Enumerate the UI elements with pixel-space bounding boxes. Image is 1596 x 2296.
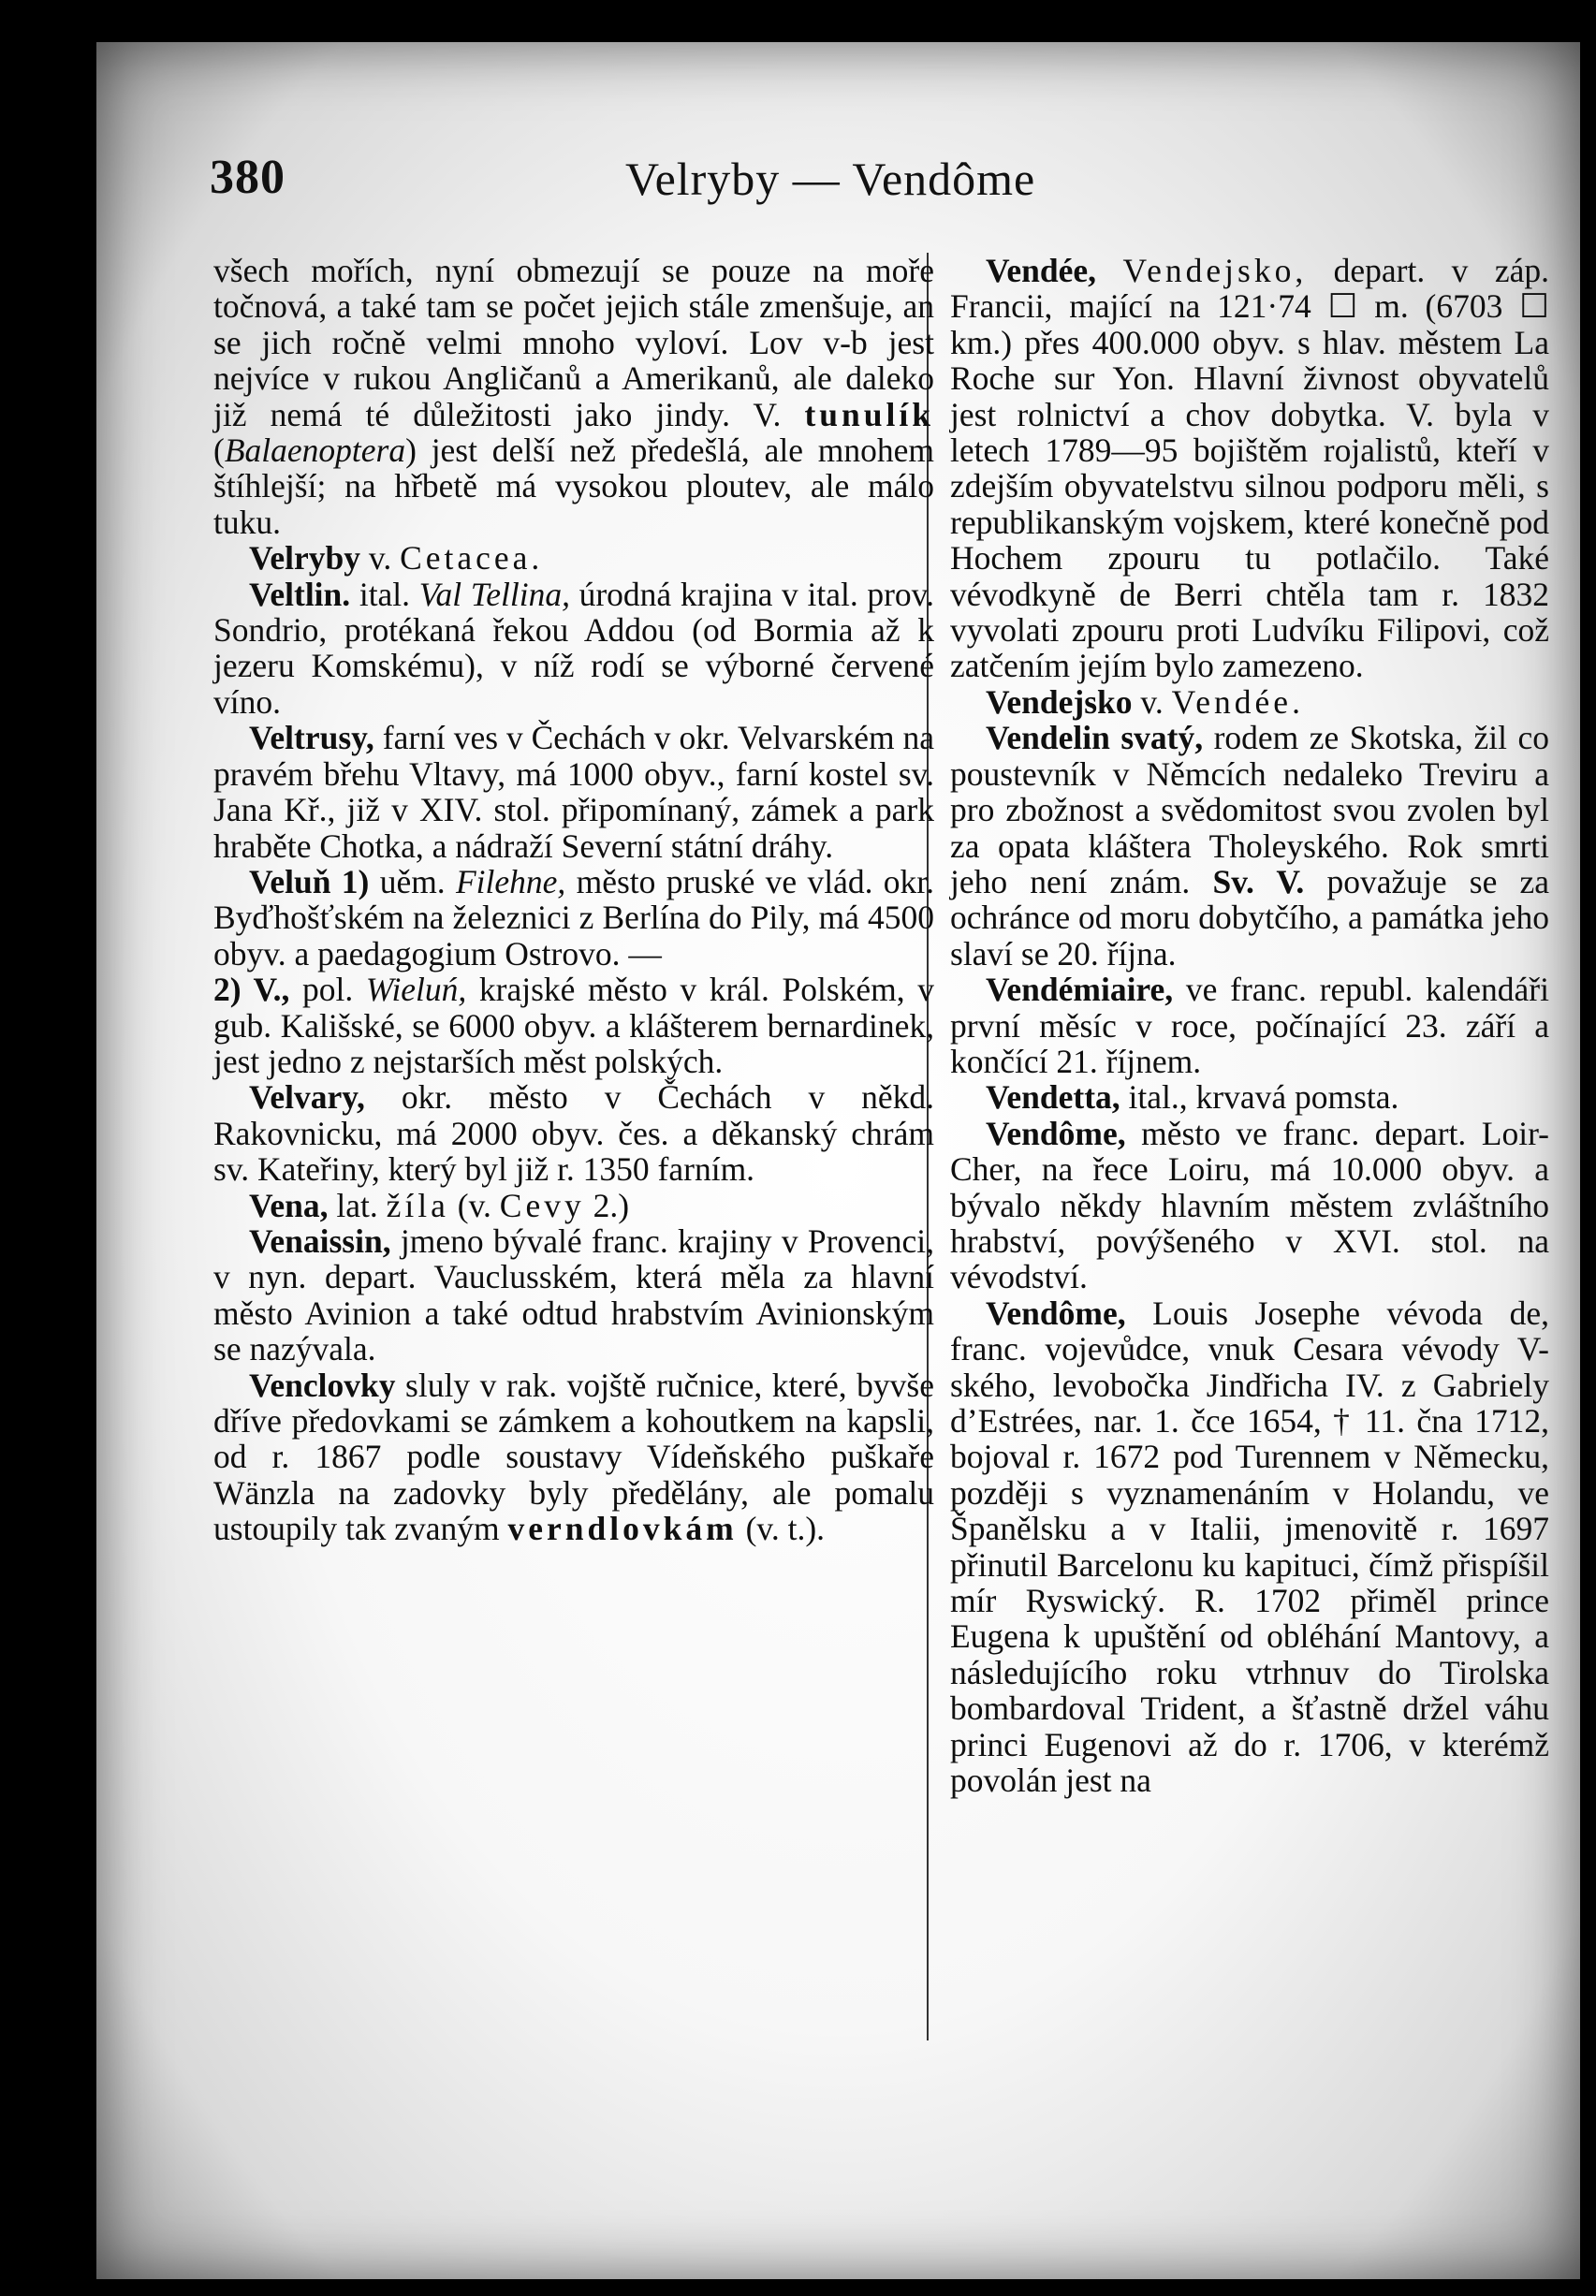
entry-headword: Velryby (249, 539, 360, 578)
entry-italic-term: Balaenoptera (224, 431, 406, 470)
entry-text: (v. t.). (745, 1510, 826, 1548)
entry-text: úrodná krajina v ital. prov. Sondrio, protékaná řekou Addou (od Bormia až k jezeru Komskému), v níž rodí se výborné červené víno. (213, 575, 934, 721)
entry-italic-term: Filehne, (456, 862, 566, 900)
entry-italic-term: Val Tellina, (418, 575, 570, 613)
entry-spaced-term: Cevy (499, 1186, 585, 1224)
entry-text: Louis Josephe vévoda de, franc. vojevůdce, vnuk Cesara vévody V-ského, levobočka Jindřicha IV. z Gabriely d’Estrées, nar. 1. čce 1654, † 11. čna 1712, bojoval r. 1672 pod Turennem v Německu, později s vyznamenáním v Holandu, ve Španělsku a v Italii, jmenovitě r. 1697 přinutil Barcelonu ku kapituci, čímž přispíšil mír Ryswický. R. 1702 přiměl prince Eugena k upuštění od obléhání Mantovy, a následujícího roku vtrhnuv do Tirolska bombardoval Trident, a šťastně držel váhu princi Eugenovi až do r. 1706, v kterémž povolán jest na (950, 1294, 1550, 1800)
entry-headword: Veluň 1) (249, 862, 370, 900)
running-head (96, 112, 1580, 205)
entry-venaissin (213, 1223, 934, 1367)
entry-spaced-term: žíla (386, 1186, 449, 1224)
entry-vendemiaire (950, 972, 1549, 1079)
entry-text: 2.) (593, 1186, 630, 1224)
entry-text: pol. (301, 971, 354, 1009)
entry-text: ital. (359, 575, 411, 613)
entry-veltrusy (213, 720, 934, 864)
entry-velvary (213, 1079, 934, 1187)
entry-text: depart. v záp. Francii, mající na 121·74 ☐ m. (6703 ☐ km.) přes 400.000 obyv. s hlav. městem La Roche sur Yon. Hlavní živnost obyvatelů jest rolnictví a chov dobytka. V. byla v letech 1789—95 bojištěm rojalistů, kteří v zdejším obyvatelstvu silnou podporu měli, s republikanským vojskem, které konečně pod Hochem zpouru tu potlačilo. Také vévodkyně de Berri chtěla tam r. 1832 vyvolati zpouru proti Ludvíku Filipovi, což zatčením jejím bylo zamezeno. (950, 252, 1550, 685)
entry-spaced-term: Vendejsko, (1122, 252, 1308, 289)
entry-vendelin (950, 720, 1549, 972)
entry-headword: Veltlin. (249, 575, 351, 613)
entry-headword: Velvary, (249, 1078, 365, 1117)
entry-text: farní ves v Čechách v okr. Velvarském na pravém břehu Vltavy, má 1000 obyv., farní kostel sv. Jana Kř., již v XIV. stol. připomínaný, zámek a park hraběte Chotka, a nádraží Severní státní dráhy. (213, 719, 934, 865)
entry-vendetta (950, 1079, 1549, 1115)
entry-text: ve franc. republ. kalendáři první měsíc v roce, počínající 23. září a končící 21. říjnem. (950, 971, 1549, 1080)
entry-headword: Veltrusy, (249, 719, 374, 757)
entry-text: považuje se za ochránce od moru dobytčího, a památka jeho slaví se 20. října. (950, 862, 1549, 973)
entry-spaced-term: Vendée. (1171, 682, 1304, 721)
entry-velun-2 (213, 972, 934, 1079)
entry-spaced-term: tunulík (804, 395, 934, 433)
entry-headword: Vendôme, (986, 1294, 1126, 1332)
book-page (96, 42, 1580, 2279)
page-number: 380 (210, 151, 286, 204)
entry-headword: Vendejsko (986, 682, 1133, 721)
entry-headword: Venaissin, (249, 1221, 391, 1260)
entry-headword: 2) V., (213, 971, 290, 1009)
entry-text: všech mořích, nyní obmezují se pouze na moře točnová, a také tam se počet jejich stále zmenšuje, an se jich ročně velmi mnoho vyloví. Lov v-b jest nejvíce v rukou Angličanů a Amerikanů, ale daleko již nemá té důležitosti jako jindy. V. (213, 252, 934, 433)
entry-headword: Sv. V. (1212, 862, 1305, 900)
entry-velryby (213, 540, 934, 576)
entry-velun (213, 864, 934, 972)
entry-venclovky (213, 1367, 934, 1547)
right-column (950, 253, 1549, 1798)
entry-text: krajské město v král. Polském, v gub. Kališské, se 6000 obyv. a klášterem bernardinek, jest jedno z nejstarších měst polských. (213, 971, 935, 1080)
entry-text: v. (368, 539, 392, 578)
entry-text: město pruské ve vlád. okr. Byďhošťském na železnici z Berlína do Pily, má 4500 obyv. a paedagogium Ostrovo. — (213, 862, 935, 973)
entry-text: město ve franc. depart. Loir-Cher, na řece Loiru, má 10.000 obyv. a bývalo někdy hlavním městem zvláštního hrabství, povýšeného v XVI. stol. na vévodství. (950, 1114, 1550, 1296)
entry-text: okr. město v Čechách v někd. Rakovnicku, má 2000 obyv. čes. a děkanský chrám sv. Kateřiny, který byl již r. 1350 farním. (213, 1078, 935, 1189)
entry-velryby-continued: všech mořích, nyní obmezují se pouze na moře točnová, a také tam se počet jejich stále zmenšuje, an se jich ročně velmi mnoho vyloví. Lov v-b jest nejvíce v rukou Angličanů a Amerikanů, ale daleko již nemá té důležitosti jako jindy. V. tunulík (Balaenoptera) jest delší než předešlá, ale mnohem štíhlejší; na hřbetě má vysokou ploutev, ale málo tuku. (213, 252, 934, 541)
entry-text: jmeno bývalé franc. krajiny v Provenci, v nyn. depart. Vauclusském, která měla za hlavní město Avinion a také odtud hrabstvím Avinionským se nazývala. (213, 1221, 934, 1368)
entry-headword: Vendémiaire, (986, 971, 1174, 1009)
entry-text: v. (1140, 682, 1164, 721)
entry-headword: Vendelin svatý, (986, 719, 1204, 757)
entry-vena (213, 1188, 934, 1223)
left-column (213, 253, 934, 1547)
entry-veltlin (213, 577, 934, 721)
entry-headword: Vendée, (986, 252, 1097, 289)
entry-vendejsko (950, 684, 1549, 720)
entry-headword: Vendôme, (986, 1114, 1126, 1152)
entry-vendome-town (950, 1116, 1549, 1295)
entry-headword: Vendetta, (986, 1078, 1120, 1117)
entry-text: rodem ze Skotska, žil co poustevník v Němcích nedaleko Treviru a pro zbožnost a svědomitost svou zvolen byl za opata kláštera Tholeyského. Rok smrti jeho není znám. (950, 719, 1549, 900)
entry-text: uěm. (379, 862, 446, 900)
entry-text: (v. (457, 1186, 491, 1224)
entry-italic-term: Wieluń, (365, 971, 467, 1009)
entry-spaced-term: verndlovkám (507, 1510, 738, 1548)
entry-spaced-term: Cetacea. (400, 539, 544, 578)
entry-vendome-person (950, 1295, 1549, 1799)
entry-text: lat. (336, 1186, 378, 1224)
entry-headword: Venclovky (249, 1366, 396, 1404)
running-title: Velryby — Vendôme (625, 153, 1036, 205)
entry-vendee (950, 253, 1549, 684)
entry-headword: Vena, (249, 1186, 329, 1224)
entry-text: sluly v rak. vojště ručnice, které, byvše dříve předovkami se zámkem a kohoutkem na kapsli, od r. 1867 podle soustavy Vídeňského puškaře Wänzla na zadovky byly předělány, ale pomalu ustoupily tak zvaným (213, 1366, 934, 1548)
entry-text: ital., krvavá pomsta. (1128, 1078, 1399, 1117)
entry-text: jest delší než předešlá, ale mnohem štíhlejší; na hřbetě má vysokou ploutev, ale málo tuku. (213, 431, 934, 541)
